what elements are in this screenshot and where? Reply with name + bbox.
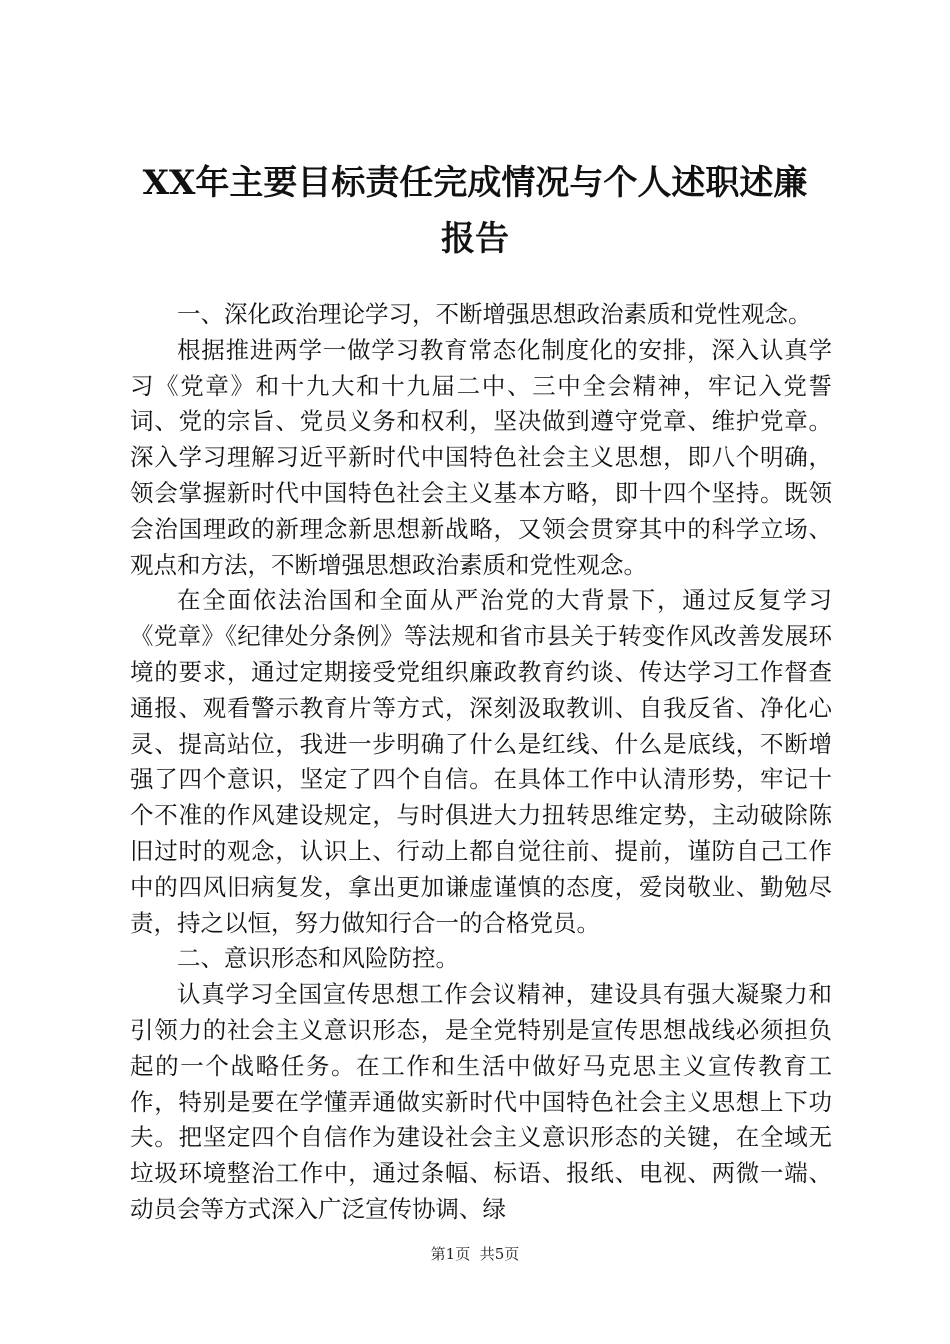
body-paragraph: 在全面依法治国和全面从严治党的大背景下，通过反复学习《党章》《纪律处分条例》等法规和省市县关于转变作风改善发展环境的要求，通过定期接受党组织廉政教育约谈、传达学习工作督查通报、观看警示教育片等方式，深刻汲取教训、自我反省、净化心灵、提高站位，我进一步明确了什么是红线、什么是底线，不断增强了四个意识，坚定了四个自信。在具体工作中认清形势，牢记十个不准的作风建设规定，与时俱进大力扭转思维定势，主动破除陈旧过时的观念，认识上、行动上都自觉往前、提前，谨防自己工作中的四风旧病复发，拿出更加谦虚谨慎的态度，爱岗敬业、勤勉尽责，持之以恒，努力做知行合一的合格党员。: [130, 586, 832, 937]
body-paragraph: 认真学习全国宣传思想工作会议精神，建设具有强大凝聚力和引领力的社会主义意识形态，是全党特别是宣传思想战线必须担负起的一个战略任务。在工作和生活中做好马克思主义宣传教育工作，特别是要在学懂弄通做实新时代中国特色社会主义思想上下功夫。把坚定四个自信作为建设社会主义意识形态的关键，在全域无垃圾环境整治工作中，通过条幅、标语、报纸、电视、两微一端、动员会等方式深入广泛宣传协调、绿: [130, 980, 832, 1223]
body-paragraph: 根据推进两学一做学习教育常态化制度化的安排，深入认真学习《党章》和十九大和十九届二中、三中全会精神，牢记入党誓词、党的宗旨、党员义务和权利，坚决做到遵守党章、维护党章。深入学习理解习近平新时代中国特色社会主义思想，即八个明确，领会掌握新时代中国特色社会主义基本方略，即十四个坚持。既领会治国理政的新理念新思想新战略，又领会贯穿其中的科学立场、观点和方法，不断增强思想政治素质和党性观念。: [130, 335, 832, 579]
page-total: 共5页: [479, 1245, 520, 1263]
section-heading-2: 二、意识形态和风险防控。: [177, 944, 459, 973]
page-number: 第1页: [430, 1245, 471, 1263]
page-title: [110, 155, 840, 267]
page-footer: [0, 1244, 950, 1264]
section-heading-1: 一、深化政治理论学习，不断增强思想政治素质和党性观念。: [177, 300, 812, 328]
document-body: [130, 297, 832, 1228]
title-line-2: 报告: [441, 219, 509, 259]
title-line-1: XX年主要目标责任完成情况与个人述职述廉: [142, 163, 808, 203]
